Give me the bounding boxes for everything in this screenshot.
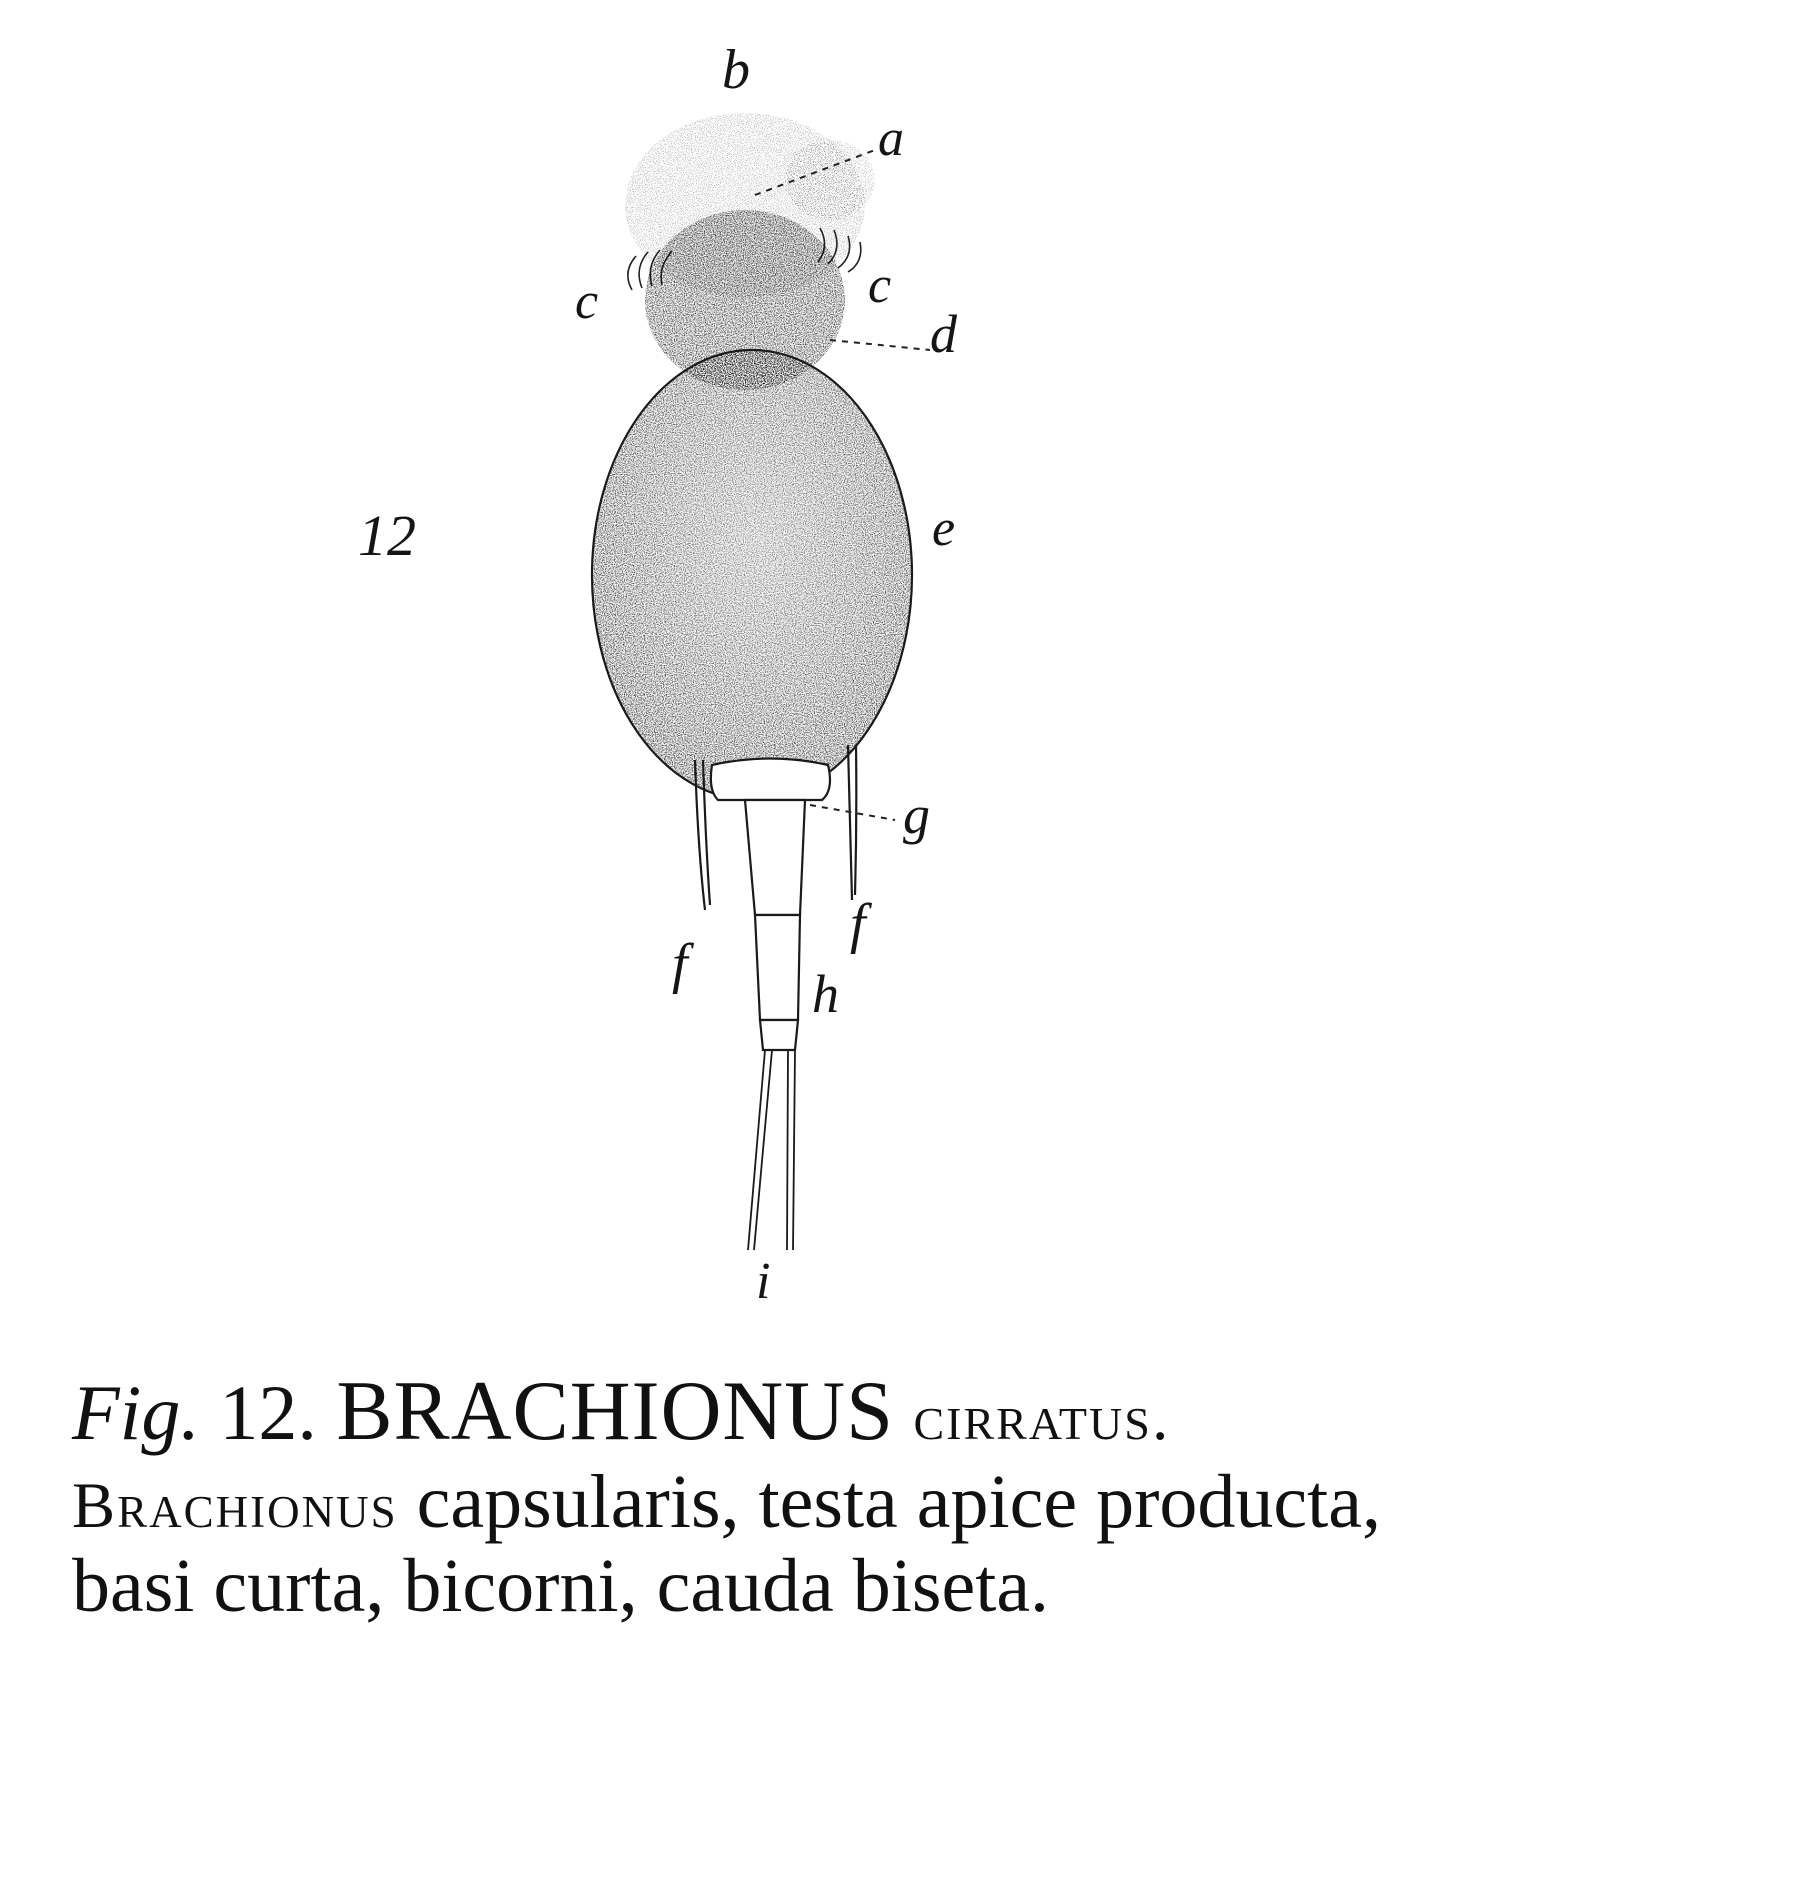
label-c-right: c: [868, 257, 892, 314]
caption-line2-text: capsularis, testa apice producta,: [416, 1460, 1381, 1545]
caption-description-line-2: [72, 1544, 1792, 1629]
toes: [748, 1050, 795, 1250]
caption-genus: BRACHIONUS: [336, 1365, 894, 1458]
caption-title-line: [72, 1365, 1792, 1458]
caption-line3-text: basi curta, bicorni, cauda biseta.: [72, 1544, 1050, 1629]
label-i: i: [756, 1253, 771, 1310]
caption-description-line-1: [72, 1460, 1792, 1545]
label-g: g: [903, 785, 930, 845]
label-c-left: c: [575, 273, 599, 330]
caption-fig-number: 12.: [219, 1369, 317, 1456]
label-e: e: [932, 500, 956, 557]
label-d: d: [930, 304, 957, 364]
foot: [745, 800, 805, 1050]
label-f-right: f: [850, 893, 866, 955]
label-a: a: [878, 110, 904, 167]
label-h: h: [812, 964, 839, 1024]
caption-genus-smallcaps: Brachionus: [72, 1469, 398, 1542]
figure-number: 12: [358, 503, 416, 568]
label-b: b: [722, 39, 750, 101]
label-f-left: f: [672, 933, 688, 995]
figure-caption: [72, 1365, 1792, 1629]
caption-species: cirratus.: [913, 1381, 1171, 1454]
caption-fig-word: Fig.: [72, 1369, 200, 1456]
body-lorica: [592, 350, 912, 800]
base-plate: [711, 759, 830, 801]
